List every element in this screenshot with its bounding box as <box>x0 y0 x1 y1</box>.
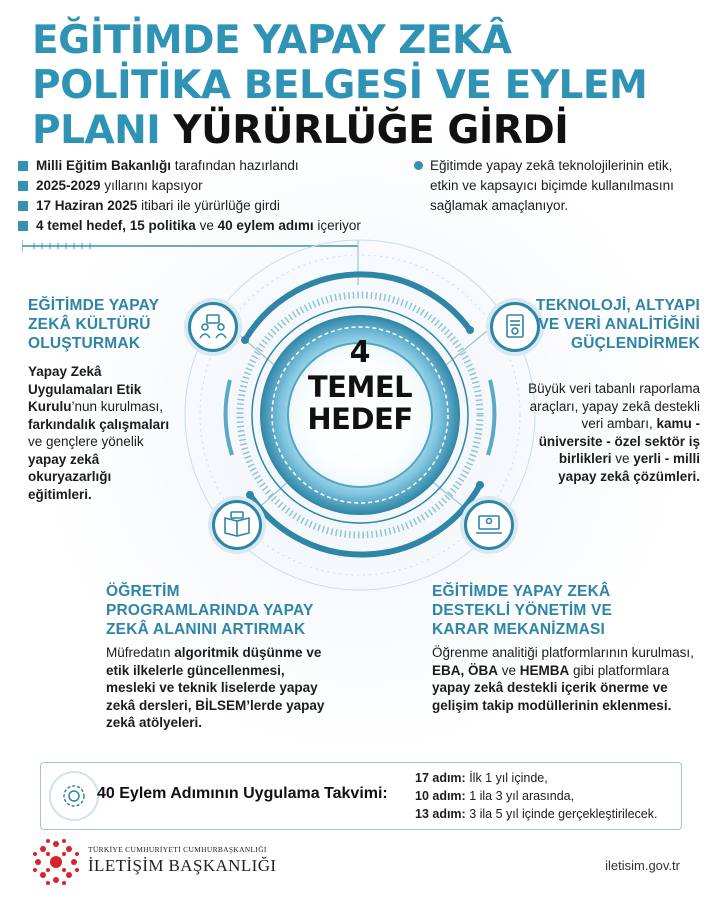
people-screen-icon <box>188 302 238 352</box>
bullet-square-icon <box>18 161 28 171</box>
bullet-square-icon <box>18 181 28 191</box>
bullet-dot-icon <box>414 161 423 170</box>
timeline-item: 13 adım: 3 ila 5 yıl içinde gerçekleştirilecek. <box>415 807 658 821</box>
website-link[interactable]: iletisim.gov.tr <box>605 858 680 873</box>
title-line-3-dark: YÜRÜRLÜĞE GİRDİ <box>173 108 569 153</box>
fact-item: 4 temel hedef, 15 politika ve 40 eylem adımı içeriyor <box>18 216 398 236</box>
goal-2-title: TEKNOLOJİ, ALTYAPI VE VERİ ANALİTİĞİNİ GÜÇLENDİRMEK <box>535 297 700 352</box>
goal-4-title: EĞİTİMDE YAPAY ZEKÂ DESTEKLİ YÖNETİM VE KARAR MEKANİZMASI <box>432 583 613 638</box>
fact-item: Milli Eğitim Bakanlığı tarafından hazırlandı <box>18 156 398 176</box>
laptop-user-icon <box>464 500 514 550</box>
purpose-text: Eğitimde yapay zekâ teknolojilerinin etik, etkin ve kapsayıcı biçimde kullanılmasını sağlamak amaçlanıyor. <box>430 158 674 213</box>
open-book-icon <box>212 500 262 550</box>
goal-4-description: Öğrenme analitiği platformlarının kurulması, EBA, ÖBA ve HEMBA gibi platformlara yapay zekâ destekli içerik önerme ve gelişim takip modüllerinin eklenmesi. <box>432 645 694 713</box>
bullet-square-icon <box>18 201 28 211</box>
title-line-2: POLİTİKA BELGESİ VE EYLEM <box>32 63 648 108</box>
timeline-list <box>415 769 657 823</box>
timeline-title: 40 Eylem Adımının Uygulama Takvimi: <box>97 785 388 802</box>
fact-item: 2025-2029 yıllarını kapsıyor <box>18 176 398 196</box>
core-label-2: HEDEF <box>307 402 413 436</box>
organization-name-big: İLETİŞİM BAŞKANLIĞI <box>88 856 277 875</box>
goal-2-description: Büyük veri tabanlı raporlama araçları, yapay zekâ destekli veri ambarı, kamu - üniversite - özel sektör iş birlikleri ve yerli - milli yapay zekâ çözümleri. <box>528 381 700 484</box>
organization-name <box>88 845 276 876</box>
goal-1-description: Yapay Zekâ Uygulamaları Etik Kurulu’nun kurulması, farkındalık çalışmaları ve gençlere yönelik yapay zekâ okuryazarlığı eğitimleri. <box>28 364 170 502</box>
timeline-item: 17 adım: İlk 1 yıl içinde, <box>415 771 548 785</box>
fact-item: 17 Haziran 2025 itibari ile yürürlüğe girdi <box>18 196 398 216</box>
timeline-item: 10 adım: 1 ila 3 yıl arasında, <box>415 789 575 803</box>
page-title <box>32 18 692 153</box>
goal-1-title: EĞİTİMDE YAPAY ZEKÂ KÜLTÜRÜ OLUŞTURMAK <box>28 297 159 352</box>
title-line-1: EĞİTİMDE YAPAY ZEKÂ <box>32 18 512 63</box>
timeline-box <box>40 762 682 830</box>
title-line-3-accent: PLANI <box>32 108 174 153</box>
facts-list <box>18 156 398 236</box>
organization-name-small: TÜRKİYE CUMHURİYETİ CUMHURBAŞKANLIĞI <box>88 845 267 854</box>
purpose-note <box>414 156 704 216</box>
gear-brain-icon <box>49 771 99 821</box>
presidency-logo-icon <box>30 836 82 888</box>
goal-3-title: ÖĞRETİM PROGRAMLARINDA YAPAY ZEKÂ ALANINI ARTIRMAK <box>106 583 314 638</box>
core-number: 4 <box>349 335 371 370</box>
core-label-1: TEMEL <box>307 370 413 404</box>
core-goal-label <box>285 335 435 475</box>
goal-3-description: Müfredatın algoritmik düşünme ve etik ilkelerle güncellenmesi, mesleki ve teknik liselerde yapay zekâ dersleri, BİLSEM’lerde yapay zekâ atölyeleri. <box>106 645 325 730</box>
